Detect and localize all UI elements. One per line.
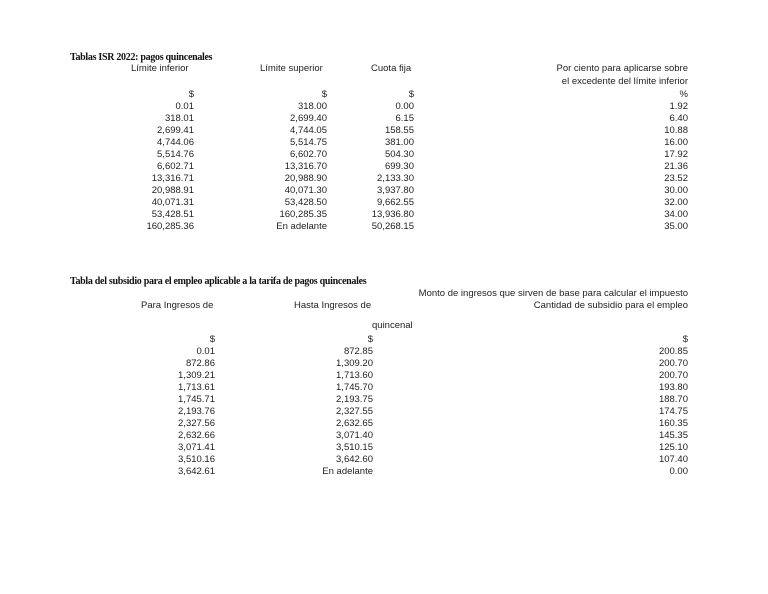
table-cell: 2,327.56 xyxy=(178,418,215,429)
table-cell: 3,937.80 xyxy=(377,185,414,196)
table-cell: 872.85 xyxy=(343,346,373,357)
table-cell: 145.35 xyxy=(658,430,688,441)
unit-fixed: $ xyxy=(408,89,414,100)
table-cell: 40,071.31 xyxy=(151,197,194,208)
table-cell: 30.00 xyxy=(664,185,688,196)
table-cell: 200.85 xyxy=(658,346,688,357)
table-cell: 160.35 xyxy=(658,418,688,429)
table-cell: 4,744.06 xyxy=(157,137,194,148)
table-cell: 107.40 xyxy=(658,454,688,465)
table-cell: 0.00 xyxy=(395,101,414,112)
table-cell: 0.00 xyxy=(669,466,688,477)
table-cell: 5,514.75 xyxy=(290,137,327,148)
table-cell: 2,632.65 xyxy=(336,418,373,429)
header-from-income: Para Ingresos de xyxy=(141,300,214,311)
isr-table-title: Tablas ISR 2022: pagos quincenales xyxy=(70,52,213,63)
subsidy-amount-column xyxy=(659,346,688,478)
table-cell: 200.70 xyxy=(658,370,688,381)
header-percent-line1: Por ciento para aplicarse sobre xyxy=(556,63,688,74)
table-cell: 174.75 xyxy=(658,406,688,417)
table-cell: 2,632.66 xyxy=(178,430,215,441)
header-lower-limit: Límite inferior xyxy=(131,63,189,74)
table-cell: 13,936.80 xyxy=(371,209,414,220)
table-cell: 20,988.90 xyxy=(284,173,327,184)
table-cell: En adelante xyxy=(276,221,327,232)
table-cell: 193.80 xyxy=(658,382,688,393)
isr-lower-column xyxy=(146,101,194,233)
table-cell: 3,510.16 xyxy=(178,454,215,465)
table-cell: 188.70 xyxy=(658,394,688,405)
table-cell: 1,745.71 xyxy=(178,394,215,405)
table-cell: 381.00 xyxy=(384,137,414,148)
subsidy-table-title: Tabla del subsidio para el empleo aplicable a la tarifa de pagos quincenales xyxy=(70,276,367,287)
table-cell: 872.86 xyxy=(185,358,215,369)
table-cell: 6,602.70 xyxy=(290,149,327,160)
table-cell: 3,071.41 xyxy=(178,442,215,453)
table-cell: 0.01 xyxy=(196,346,215,357)
table-cell: 1,309.20 xyxy=(336,358,373,369)
table-cell: 2,133.30 xyxy=(377,173,414,184)
table-cell: 1.92 xyxy=(669,101,688,112)
table-cell: 3,642.61 xyxy=(178,466,215,477)
table-cell: 13,316.70 xyxy=(284,161,327,172)
table-cell: 9,662.55 xyxy=(377,197,414,208)
table-cell: 6,602.71 xyxy=(157,161,194,172)
table-cell: 16.00 xyxy=(664,137,688,148)
table-cell: 1,713.60 xyxy=(336,370,373,381)
unit-upper: $ xyxy=(321,89,327,100)
subsidy-from-column xyxy=(178,346,215,478)
table-cell: 53,428.50 xyxy=(284,197,327,208)
table-cell: 50,268.15 xyxy=(371,221,414,232)
table-cell: 0.01 xyxy=(175,101,194,112)
table-cell: 3,642.60 xyxy=(336,454,373,465)
table-cell: 34.00 xyxy=(664,209,688,220)
header-upper-limit: Límite superior xyxy=(260,63,323,74)
table-cell: 40,071.30 xyxy=(284,185,327,196)
table-cell: 160,285.35 xyxy=(279,209,327,220)
table-cell: 20,988.91 xyxy=(151,185,194,196)
unit-amount: $ xyxy=(682,334,688,345)
table-cell: 21.36 xyxy=(664,161,688,172)
table-cell: 2,699.41 xyxy=(157,125,194,136)
table-cell: 125.10 xyxy=(658,442,688,453)
unit-lower: $ xyxy=(188,89,194,100)
unit-to: $ xyxy=(367,334,373,345)
header-fixed-fee: Cuota fija xyxy=(371,63,412,74)
isr-fixed-column xyxy=(372,101,414,233)
table-cell: 17.92 xyxy=(664,149,688,160)
subsidy-to-column xyxy=(322,346,373,478)
table-cell: 2,193.76 xyxy=(178,406,215,417)
unit-percent: % xyxy=(679,89,688,100)
table-cell: 699.30 xyxy=(384,161,414,172)
table-cell: 13,316.71 xyxy=(151,173,194,184)
table-cell: 10.88 xyxy=(664,125,688,136)
table-cell: 504.30 xyxy=(384,149,414,160)
table-cell: 3,510.15 xyxy=(336,442,373,453)
table-cell: 318.00 xyxy=(297,101,327,112)
table-cell: 200.70 xyxy=(658,358,688,369)
table-cell: 32.00 xyxy=(664,197,688,208)
table-cell: 23.52 xyxy=(664,173,688,184)
table-cell: 53,428.51 xyxy=(151,209,194,220)
header-subsidy-amount: Cantidad de subsidio para el empleo xyxy=(533,300,688,311)
table-cell: 2,193.75 xyxy=(336,394,373,405)
table-cell: 1,309.21 xyxy=(178,370,215,381)
table-cell: En adelante xyxy=(322,466,373,477)
table-cell: 3,071.40 xyxy=(336,430,373,441)
table-cell: 1,713.61 xyxy=(178,382,215,393)
table-cell: 2,699.40 xyxy=(290,113,327,124)
unit-from: $ xyxy=(209,334,215,345)
header-monto: Monto de ingresos que sirven de base para calcular el impuesto xyxy=(418,288,688,299)
table-cell: 158.55 xyxy=(384,125,414,136)
table-cell: 318.01 xyxy=(164,113,194,124)
isr-upper-column xyxy=(276,101,327,233)
table-cell: 6.15 xyxy=(395,113,414,124)
header-to-income: Hasta Ingresos de xyxy=(294,300,372,311)
isr-percent-column xyxy=(664,101,688,233)
table-cell: 2,327.55 xyxy=(336,406,373,417)
header-quincenal: quincenal xyxy=(372,320,413,331)
table-cell: 160,285.36 xyxy=(146,221,194,232)
table-cell: 5,514.76 xyxy=(157,149,194,160)
table-cell: 6.40 xyxy=(669,113,688,124)
table-cell: 1,745.70 xyxy=(336,382,373,393)
header-percent-line2: el excedente del límite inferior xyxy=(561,76,688,87)
table-cell: 4,744.05 xyxy=(290,125,327,136)
table-cell: 35.00 xyxy=(664,221,688,232)
